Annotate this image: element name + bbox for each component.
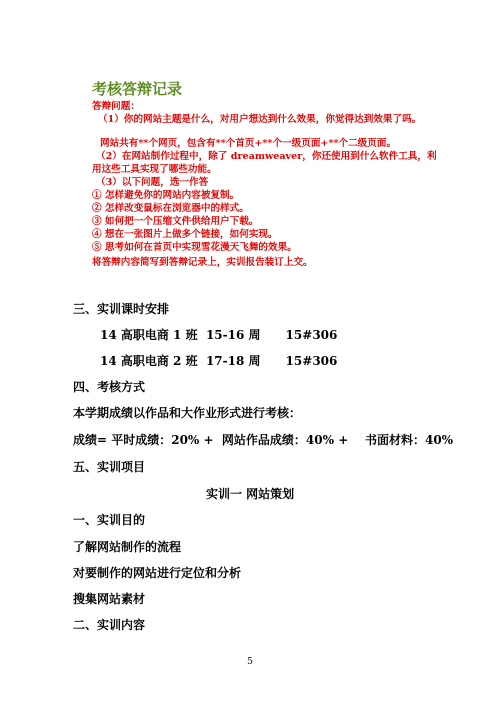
- page-number: 5: [247, 657, 253, 667]
- goal-item: 对要制作的网站进行定位和分析: [73, 566, 242, 580]
- option-1: ① 怎样避免你的网站内容被复制。: [92, 190, 240, 201]
- question-2-line-1: （2）在网站制作过程中，除了 dreamweaver，你还使用到什么软件工具，利: [96, 151, 437, 162]
- section-3-title: 三、实训课时安排: [73, 302, 170, 316]
- goal-item: 搜集网站素材: [73, 592, 146, 606]
- qa-label: 答辩问题：: [92, 101, 140, 112]
- class-schedule-2: 14 高职电商 2 班 17-18 周 15#306: [100, 354, 338, 368]
- goal-title: 一、实训目的: [73, 513, 146, 527]
- section-heading: 考核答辩记录: [92, 80, 183, 98]
- grade-formula: 成绩= 平时成绩：20% + 网站作品成绩：40% + 书面材料：40%: [73, 433, 454, 447]
- section-4-title: 四、考核方式: [73, 380, 146, 394]
- option-3: ③ 如何把一个压缩文件供给用户下载。: [92, 216, 259, 227]
- assessment-intro: 本学期成绩以作品和大作业形式进行考核：: [73, 406, 302, 420]
- project-title: 实训一 网站策划: [206, 487, 295, 501]
- option-5: ⑤ 思考如何在首页中实现雪花漫天飞舞的效果。: [92, 242, 297, 253]
- question-1-detail: 网站共有**个网页，包含有**个首页+**个一级页面+**个二级页面。: [100, 138, 397, 149]
- option-2: ② 怎样改变鼠标在浏览器中的样式。: [92, 203, 249, 214]
- content-title: 二、实训内容: [73, 618, 146, 632]
- submission-note: 将答辩内容简写到答辩记录上，实训报告装订上交。: [92, 257, 313, 268]
- section-5-title: 五、实训项目: [73, 460, 146, 474]
- goal-item: 了解网站制作的流程: [73, 540, 182, 554]
- question-2-line-2: 用这些工具实现了哪些功能。: [92, 164, 217, 175]
- class-schedule-1: 14 高职电商 1 班 15-16 周 15#306: [100, 328, 338, 342]
- question-3: （3）以下问题，选一作答: [96, 177, 209, 188]
- question-1: （1）你的网站主题是什么，对用户想达到什么效果，你觉得达到效果了吗。: [98, 114, 422, 125]
- option-4: ④ 想在一张图片上做多个链接，如何实现。: [92, 229, 278, 240]
